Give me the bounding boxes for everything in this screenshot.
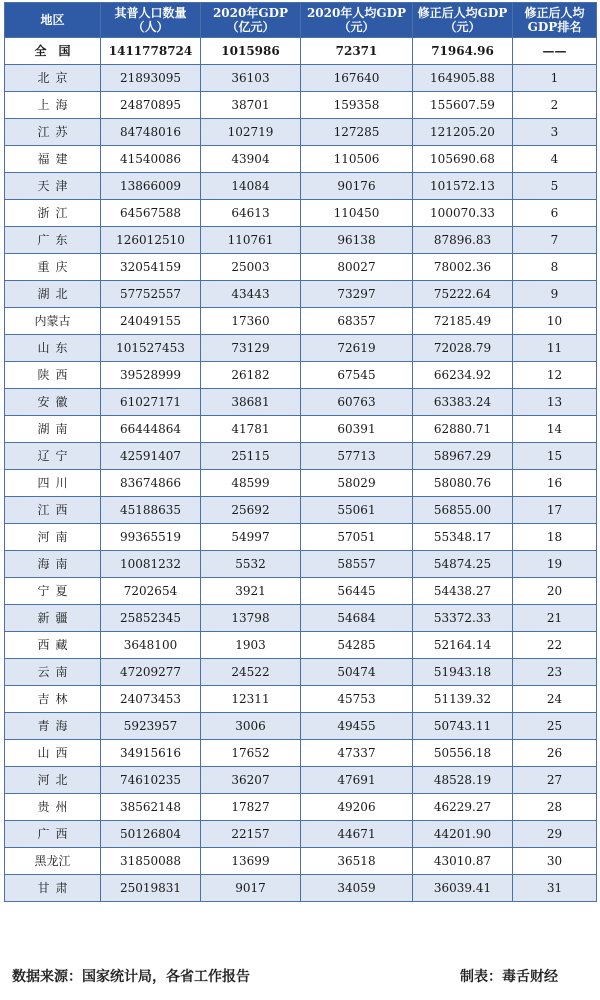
table-cell: 50556.18 — [413, 740, 513, 767]
region-cell: 重庆 — [5, 254, 101, 281]
table-cell: —— — [513, 38, 597, 65]
table-cell: 3 — [513, 119, 597, 146]
table-cell: 47691 — [301, 767, 413, 794]
table-row — [5, 146, 597, 173]
table-cell: 1411778724 — [101, 38, 201, 65]
table-cell: 90176 — [301, 173, 413, 200]
column-header: 地区 — [5, 3, 101, 38]
region-cell: 北京 — [5, 65, 101, 92]
table-cell: 22157 — [201, 821, 301, 848]
table-row — [5, 767, 597, 794]
table-cell: 13 — [513, 389, 597, 416]
table-row — [5, 308, 597, 335]
table-cell: 72185.49 — [413, 308, 513, 335]
table-cell: 50474 — [301, 659, 413, 686]
region-cell: 陕西 — [5, 362, 101, 389]
table-cell: 50743.11 — [413, 713, 513, 740]
region-cell: 浙江 — [5, 200, 101, 227]
table-cell: 5923957 — [101, 713, 201, 740]
region-cell: 广西 — [5, 821, 101, 848]
table-cell: 49455 — [301, 713, 413, 740]
table-row — [5, 443, 597, 470]
table-cell: 55348.17 — [413, 524, 513, 551]
region-cell: 云南 — [5, 659, 101, 686]
table-cell: 72619 — [301, 335, 413, 362]
table-cell: 31850088 — [101, 848, 201, 875]
table-row — [5, 497, 597, 524]
region-cell: 贵州 — [5, 794, 101, 821]
table-cell: 54874.25 — [413, 551, 513, 578]
table-cell: 18 — [513, 524, 597, 551]
table-cell: 54438.27 — [413, 578, 513, 605]
table-body — [5, 38, 597, 902]
table-cell: 58080.76 — [413, 470, 513, 497]
table-cell: 58967.29 — [413, 443, 513, 470]
table-cell: 26182 — [201, 362, 301, 389]
table-cell: 101527453 — [101, 335, 201, 362]
table-row — [5, 605, 597, 632]
table-row — [5, 335, 597, 362]
table-cell: 73129 — [201, 335, 301, 362]
table-cell: 58557 — [301, 551, 413, 578]
table-cell: 87896.83 — [413, 227, 513, 254]
table-cell: 48528.19 — [413, 767, 513, 794]
table-cell: 110761 — [201, 227, 301, 254]
table-cell: 54285 — [301, 632, 413, 659]
table-cell: 55061 — [301, 497, 413, 524]
table-cell: 6 — [513, 200, 597, 227]
table-cell: 84748016 — [101, 119, 201, 146]
table-row — [5, 794, 597, 821]
table-row — [5, 389, 597, 416]
table-cell: 159358 — [301, 92, 413, 119]
region-cell: 江西 — [5, 497, 101, 524]
table-cell: 26 — [513, 740, 597, 767]
table-cell: 12 — [513, 362, 597, 389]
table-cell: 75222.64 — [413, 281, 513, 308]
table-cell: 13798 — [201, 605, 301, 632]
region-cell: 上海 — [5, 92, 101, 119]
table-cell: 38562148 — [101, 794, 201, 821]
table-cell: 44201.90 — [413, 821, 513, 848]
column-header: 2020年GDP（亿元） — [201, 3, 301, 38]
table-cell: 10081232 — [101, 551, 201, 578]
table-cell: 155607.59 — [413, 92, 513, 119]
table-cell: 8 — [513, 254, 597, 281]
table-cell: 3006 — [201, 713, 301, 740]
table-cell: 110506 — [301, 146, 413, 173]
table-cell: 38681 — [201, 389, 301, 416]
table-cell: 1903 — [201, 632, 301, 659]
footer — [0, 958, 600, 998]
table-cell: 57752557 — [101, 281, 201, 308]
table-row — [5, 470, 597, 497]
table-cell: 73297 — [301, 281, 413, 308]
table-cell: 60391 — [301, 416, 413, 443]
region-cell: 青海 — [5, 713, 101, 740]
table-row — [5, 740, 597, 767]
table-cell: 7202654 — [101, 578, 201, 605]
table-cell: 100070.33 — [413, 200, 513, 227]
table-cell: 101572.13 — [413, 173, 513, 200]
region-cell: 黑龙江 — [5, 848, 101, 875]
table-cell: 121205.20 — [413, 119, 513, 146]
table-row — [5, 416, 597, 443]
region-cell: 湖南 — [5, 416, 101, 443]
region-cell: 西藏 — [5, 632, 101, 659]
table-cell: 43904 — [201, 146, 301, 173]
data-source: 数据来源：国家统计局，各省工作报告 — [12, 969, 250, 985]
table-cell: 12311 — [201, 686, 301, 713]
table-cell: 62880.71 — [413, 416, 513, 443]
table-cell: 72028.79 — [413, 335, 513, 362]
table-cell: 5 — [513, 173, 597, 200]
table-cell: 36518 — [301, 848, 413, 875]
table-cell: 41540086 — [101, 146, 201, 173]
national-row — [5, 38, 597, 65]
region-cell: 河南 — [5, 524, 101, 551]
table-cell: 36039.41 — [413, 875, 513, 902]
table-cell: 72371 — [301, 38, 413, 65]
table-cell: 127285 — [301, 119, 413, 146]
table-cell: 21 — [513, 605, 597, 632]
column-header: 修正后人均GDP（元） — [413, 3, 513, 38]
table-cell: 96138 — [301, 227, 413, 254]
table-cell: 54997 — [201, 524, 301, 551]
table-cell: 24 — [513, 686, 597, 713]
table-row — [5, 713, 597, 740]
table-cell: 49206 — [301, 794, 413, 821]
table-cell: 16 — [513, 470, 597, 497]
region-cell: 湖北 — [5, 281, 101, 308]
table-row — [5, 227, 597, 254]
table-header — [5, 3, 597, 38]
table-cell: 9017 — [201, 875, 301, 902]
table-cell: 34915616 — [101, 740, 201, 767]
table-cell: 27 — [513, 767, 597, 794]
table-cell: 24870895 — [101, 92, 201, 119]
table-cell: 50126804 — [101, 821, 201, 848]
column-header: 修正后人均GDP排名 — [513, 3, 597, 38]
table-cell: 83674866 — [101, 470, 201, 497]
region-cell: 广东 — [5, 227, 101, 254]
table-cell: 13699 — [201, 848, 301, 875]
table-cell: 48599 — [201, 470, 301, 497]
table-cell: 60763 — [301, 389, 413, 416]
table-row — [5, 848, 597, 875]
region-cell: 海南 — [5, 551, 101, 578]
region-cell: 安徽 — [5, 389, 101, 416]
table-cell: 1015986 — [201, 38, 301, 65]
table-cell: 71964.96 — [413, 38, 513, 65]
table-cell: 2 — [513, 92, 597, 119]
table-cell: 24522 — [201, 659, 301, 686]
table-cell: 38701 — [201, 92, 301, 119]
table-cell: 11 — [513, 335, 597, 362]
table-cell: 61027171 — [101, 389, 201, 416]
table-row — [5, 92, 597, 119]
table-cell: 102719 — [201, 119, 301, 146]
table-cell: 17 — [513, 497, 597, 524]
table-cell: 1 — [513, 65, 597, 92]
table-cell: 24073453 — [101, 686, 201, 713]
table-cell: 3921 — [201, 578, 301, 605]
table-cell: 39528999 — [101, 362, 201, 389]
table-row — [5, 686, 597, 713]
table-row — [5, 65, 597, 92]
table-cell: 17360 — [201, 308, 301, 335]
region-cell: 全 国 — [5, 38, 101, 65]
table-cell: 45188635 — [101, 497, 201, 524]
table-cell: 36103 — [201, 65, 301, 92]
table-cell: 5532 — [201, 551, 301, 578]
region-cell: 山东 — [5, 335, 101, 362]
table-cell: 3648100 — [101, 632, 201, 659]
table-maker: 制表：毒舌财经 — [460, 969, 558, 985]
table-cell: 46229.27 — [413, 794, 513, 821]
table-cell: 25 — [513, 713, 597, 740]
table-cell: 47337 — [301, 740, 413, 767]
region-cell: 四川 — [5, 470, 101, 497]
table-cell: 36207 — [201, 767, 301, 794]
table-cell: 31 — [513, 875, 597, 902]
region-cell: 辽宁 — [5, 443, 101, 470]
table-row — [5, 875, 597, 902]
table-cell: 28 — [513, 794, 597, 821]
table-cell: 25003 — [201, 254, 301, 281]
region-cell: 山西 — [5, 740, 101, 767]
table-cell: 57051 — [301, 524, 413, 551]
gdp-table — [4, 2, 597, 902]
region-cell: 天津 — [5, 173, 101, 200]
table-cell: 23 — [513, 659, 597, 686]
column-header: 其普人口数量（人） — [101, 3, 201, 38]
table-cell: 19 — [513, 551, 597, 578]
table-cell: 32054159 — [101, 254, 201, 281]
table-cell: 45753 — [301, 686, 413, 713]
table-cell: 14084 — [201, 173, 301, 200]
region-cell: 河北 — [5, 767, 101, 794]
table-cell: 66444864 — [101, 416, 201, 443]
table-cell: 52164.14 — [413, 632, 513, 659]
region-cell: 宁夏 — [5, 578, 101, 605]
table-cell: 14 — [513, 416, 597, 443]
table-cell: 56855.00 — [413, 497, 513, 524]
table-row — [5, 119, 597, 146]
table-cell: 54684 — [301, 605, 413, 632]
table-cell: 126012510 — [101, 227, 201, 254]
region-cell: 甘肃 — [5, 875, 101, 902]
table-row — [5, 578, 597, 605]
table-cell: 66234.92 — [413, 362, 513, 389]
table-cell: 99365519 — [101, 524, 201, 551]
table-row — [5, 281, 597, 308]
table-cell: 42591407 — [101, 443, 201, 470]
table-row — [5, 173, 597, 200]
table-cell: 78002.36 — [413, 254, 513, 281]
table-cell: 25852345 — [101, 605, 201, 632]
table-cell: 43443 — [201, 281, 301, 308]
table-cell: 4 — [513, 146, 597, 173]
table-cell: 53372.33 — [413, 605, 513, 632]
table-row — [5, 254, 597, 281]
table-cell: 164905.88 — [413, 65, 513, 92]
table-cell: 63383.24 — [413, 389, 513, 416]
table-cell: 68357 — [301, 308, 413, 335]
table-cell: 9 — [513, 281, 597, 308]
table-cell: 56445 — [301, 578, 413, 605]
table-cell: 34059 — [301, 875, 413, 902]
table-cell: 25692 — [201, 497, 301, 524]
table-cell: 58029 — [301, 470, 413, 497]
table-cell: 29 — [513, 821, 597, 848]
table-cell: 13866009 — [101, 173, 201, 200]
table-row — [5, 524, 597, 551]
table-row — [5, 632, 597, 659]
table-cell: 30 — [513, 848, 597, 875]
table-cell: 57713 — [301, 443, 413, 470]
region-cell: 福建 — [5, 146, 101, 173]
region-cell: 内蒙古 — [5, 308, 101, 335]
column-header: 2020年人均GDP（元） — [301, 3, 413, 38]
table-cell: 17827 — [201, 794, 301, 821]
gdp-table-container — [4, 2, 596, 902]
table-row — [5, 659, 597, 686]
table-cell: 25115 — [201, 443, 301, 470]
table-row — [5, 200, 597, 227]
region-cell: 吉林 — [5, 686, 101, 713]
region-cell: 新疆 — [5, 605, 101, 632]
table-cell: 80027 — [301, 254, 413, 281]
region-cell: 江苏 — [5, 119, 101, 146]
table-cell: 22 — [513, 632, 597, 659]
table-cell: 21893095 — [101, 65, 201, 92]
table-cell: 15 — [513, 443, 597, 470]
table-cell: 10 — [513, 308, 597, 335]
table-row — [5, 821, 597, 848]
table-cell: 47209277 — [101, 659, 201, 686]
table-cell: 67545 — [301, 362, 413, 389]
table-row — [5, 362, 597, 389]
header-row — [5, 3, 597, 38]
table-cell: 44671 — [301, 821, 413, 848]
table-row — [5, 551, 597, 578]
table-cell: 7 — [513, 227, 597, 254]
table-cell: 64567588 — [101, 200, 201, 227]
table-cell: 17652 — [201, 740, 301, 767]
table-cell: 25019831 — [101, 875, 201, 902]
table-cell: 64613 — [201, 200, 301, 227]
table-cell: 105690.68 — [413, 146, 513, 173]
table-cell: 51943.18 — [413, 659, 513, 686]
table-cell: 43010.87 — [413, 848, 513, 875]
table-cell: 167640 — [301, 65, 413, 92]
table-cell: 74610235 — [101, 767, 201, 794]
table-cell: 20 — [513, 578, 597, 605]
table-cell: 110450 — [301, 200, 413, 227]
table-cell: 41781 — [201, 416, 301, 443]
table-cell: 51139.32 — [413, 686, 513, 713]
table-cell: 24049155 — [101, 308, 201, 335]
